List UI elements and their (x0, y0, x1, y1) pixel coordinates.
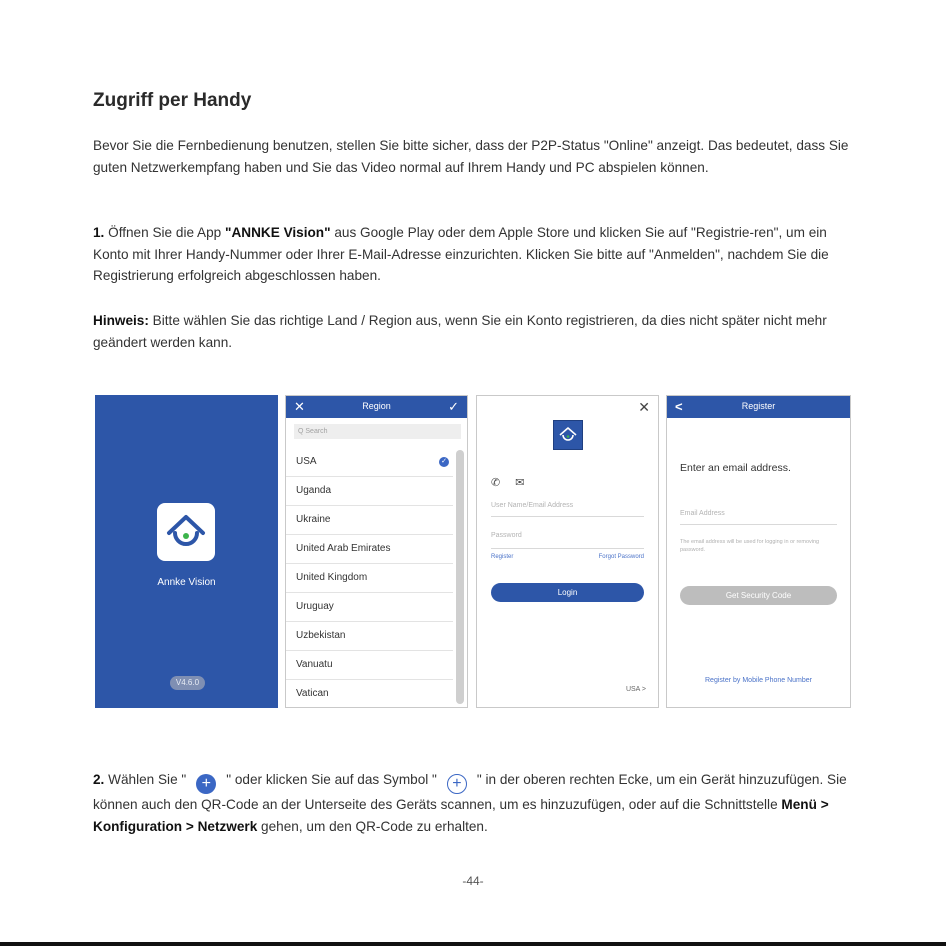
mail-icon[interactable]: ✉ (515, 477, 525, 489)
step-2-number: 2. (93, 772, 105, 787)
login-method-icons (491, 476, 525, 489)
house-logo-icon (157, 503, 215, 561)
intro-paragraph: Bevor Sie die Fernbedienung benutzen, stellen Sie bitte sicher, dass der P2P-Status "Online" anzeigt. Das bedeutet, dass Sie guten Netzwerkempfang haben und Sie das Video normal auf Ihrem Handy und PC abspielen können. (93, 138, 849, 175)
bottom-rule (0, 942, 946, 946)
page-title: Zugriff per Handy (93, 90, 252, 111)
region-item-uzbekistan[interactable]: Uzbekistan (286, 622, 453, 651)
step-2-paragraph: 2. Wählen Sie " + " oder klicken Sie auf das Symbol " + " in der oberen rechten Ecke, um ein Gerät hinzuzufügen. Sie können auch den QR-Code an der Unterseite des Geräts scannen, um es hinzuzufügen, oder auf die Schnittstelle Menü > Konfiguration > Netzwerk gehen, um den QR-Code zu erhalten. (93, 772, 847, 834)
get-security-code-button[interactable]: Get Security Code (680, 586, 837, 605)
page-number: -44- (462, 874, 484, 888)
region-item-usa[interactable]: USA ✓ (286, 448, 453, 477)
register-heading: Enter an email address. (680, 462, 791, 474)
splash-screenshot (95, 395, 278, 708)
register-link[interactable]: Register (491, 554, 514, 560)
phone-icon[interactable]: ✆ (491, 477, 501, 489)
register-title-bar (667, 396, 850, 418)
splash-app-label: Annke Vision (157, 577, 216, 588)
region-title: Region (362, 401, 391, 411)
region-item-ukraine[interactable]: Ukraine (286, 506, 453, 535)
region-item-uganda[interactable]: Uganda (286, 477, 453, 506)
close-icon[interactable]: ✕ (638, 399, 650, 415)
back-arrow-icon[interactable]: < (675, 399, 683, 414)
step-1-paragraph (93, 222, 863, 287)
close-icon[interactable]: ✕ (294, 399, 305, 414)
step-1-number: 1. (93, 225, 105, 240)
step-1-text-b: aus Google Play oder dem Apple Store und klicken Sie auf "Registrie-ren", um ein Konto mit Ihrer Handy-Nummer oder Ihrer E-Mail-Adresse einzurichten. Klicken Sie bitte auf "Anmelden", nachdem Sie die Registrierung erfolgreich abgeschlossen haben. (93, 225, 829, 283)
region-title-bar (286, 396, 467, 418)
region-item-vanuatu[interactable]: Vanuatu (286, 651, 453, 680)
username-input[interactable]: User Name/Email Address (491, 502, 574, 509)
version-badge: V4.6.0 (170, 676, 205, 690)
email-hint: The email address will be used for logging in or removing password. (680, 539, 820, 553)
add-device-filled-icon: + (196, 774, 216, 794)
region-search-input[interactable]: Q Search (294, 424, 461, 439)
region-item-uk[interactable]: United Kingdom (286, 564, 453, 593)
note-label: Hinweis: (93, 313, 149, 328)
register-by-phone-link[interactable]: Register by Mobile Phone Number (705, 677, 812, 684)
checkmark-icon[interactable]: ✓ (448, 399, 459, 414)
region-item-uruguay[interactable]: Uruguay (286, 593, 453, 622)
region-screenshot (285, 395, 468, 708)
region-item-vatican[interactable]: Vatican (296, 688, 329, 699)
menu-path: Menü > Konfiguration > Netzwerk (93, 797, 829, 834)
forgot-password-link[interactable]: Forgot Password (598, 554, 644, 560)
login-screenshot (476, 395, 659, 708)
region-selector[interactable]: USA > (625, 686, 646, 693)
register-title: Register (741, 401, 776, 411)
password-input[interactable]: Password (491, 532, 522, 539)
selected-check-icon: ✓ (439, 457, 449, 467)
login-button[interactable]: Login (491, 583, 644, 602)
annke-app-icon (157, 503, 215, 561)
step-1-text-a: Öffnen Sie die App (104, 225, 226, 240)
add-device-outline-icon: + (447, 774, 467, 794)
note-paragraph (93, 310, 863, 353)
app-logo-icon (553, 420, 583, 450)
region-list (286, 448, 453, 708)
app-name: "ANNKE Vision" (225, 225, 331, 240)
email-input[interactable]: Email Address (680, 510, 725, 517)
register-screenshot (666, 395, 851, 708)
region-item-uae[interactable]: United Arab Emirates (286, 535, 453, 564)
alphabet-index-scrollbar[interactable] (456, 450, 464, 704)
note-text: Bitte wählen Sie das richtige Land / Region aus, wenn Sie ein Konto registrieren, da dies nicht später nicht mehr geändert werden kann. (93, 313, 827, 350)
